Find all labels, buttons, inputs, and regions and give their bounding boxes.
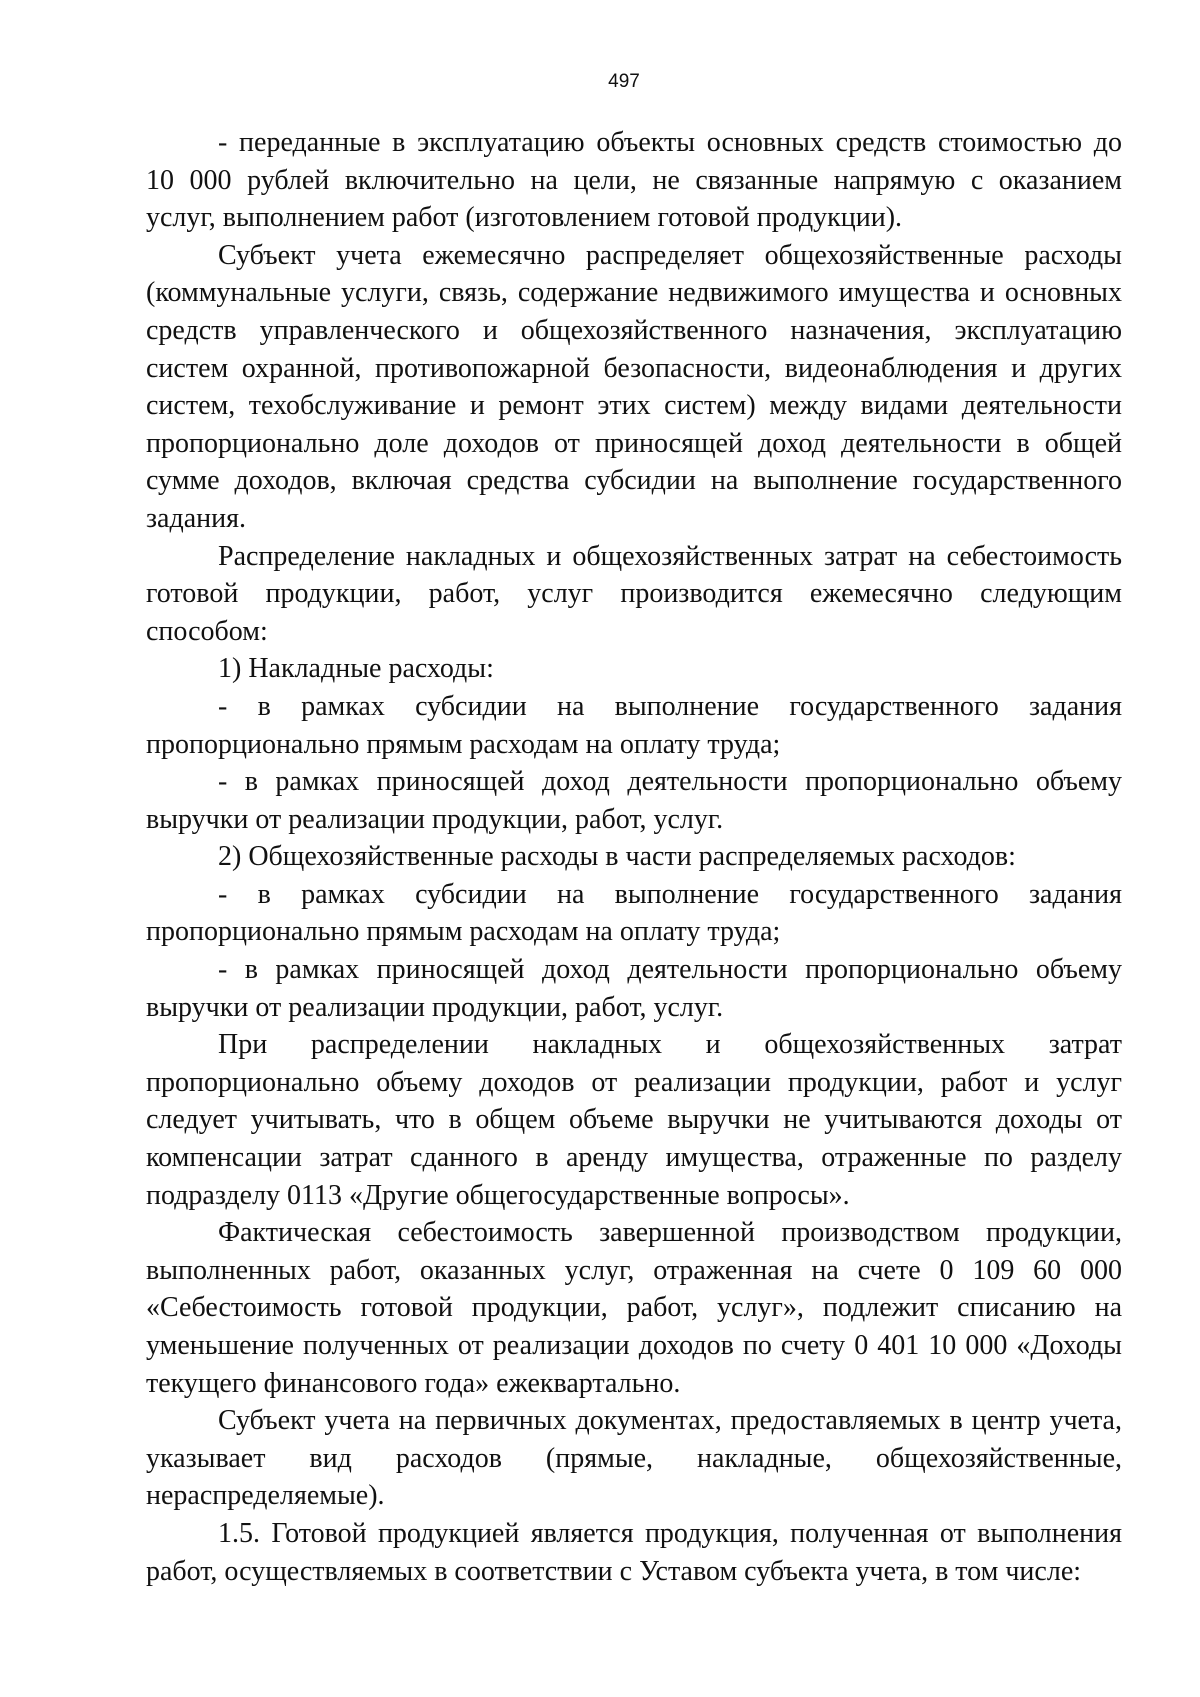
text-line: 10 000 рублей включительно на цели, не связанные напрямую с оказанием [146, 164, 1122, 196]
text-line: средств управленческого и общехозяйственного назначения, эксплуатацию [146, 314, 1122, 346]
text-line: Субъект учета на первичных документах, предоставляемых в центр учета, [218, 1405, 1122, 1437]
text-line: уменьшение полученных от реализации доходов по счету 0 401 10 000 «Доходы [146, 1330, 1122, 1361]
text-line: работ, осуществляемых в соответствии с Уставом субъекта учета, в том числе: [146, 1555, 1082, 1587]
page-number: 497 [608, 71, 640, 92]
list-item: - в рамках приносящей доход деятельности пропорционально объему [218, 766, 1122, 798]
text-line: пропорционально прямым расходам на оплату труда; [146, 916, 781, 948]
text-line: Фактическая себестоимость завершенной производством продукции, [218, 1217, 1122, 1249]
text-line: 1.5. Готовой продукцией является продукция, полученная от выполнения [218, 1517, 1122, 1549]
text-line: готовой продукции, работ, услуг производится ежемесячно следующим [146, 578, 1122, 610]
text-line: текущего финансового года» ежеквартально. [146, 1367, 681, 1399]
text-line: «Себестоимость готовой продукции, работ, услуг», подлежит списанию на [146, 1292, 1122, 1324]
text-line: (коммунальные услуги, связь, содержание недвижимого имущества и основных [146, 277, 1122, 309]
text-line: следует учитывать, что в общем объеме выручки не учитываются доходы от [146, 1104, 1122, 1136]
text-line: При распределении накладных и общехозяйственных затрат [218, 1029, 1122, 1061]
text-line: выручки от реализации продукции, работ, услуг. [146, 803, 724, 835]
text-line: услуг, выполнением работ (изготовлением готовой продукции). [146, 202, 903, 234]
document-body [146, 124, 1122, 1590]
list-item: - в рамках субсидии на выполнение государственного задания [218, 878, 1122, 910]
text-line: указывает вид расходов (прямые, накладные, общехозяйственные, [146, 1442, 1122, 1474]
text-line: Распределение накладных и общехозяйственных затрат на себестоимость [218, 540, 1122, 572]
text-line: пропорционально доле доходов от приносящей доход деятельности в общей [146, 427, 1122, 459]
list-item: - в рамках субсидии на выполнение государственного задания [218, 690, 1122, 722]
text-line: пропорционально прямым расходам на оплату труда; [146, 728, 781, 760]
text-line: задания. [146, 502, 247, 534]
text-line: систем, техобслуживание и ремонт этих систем) между видами деятельности [146, 390, 1122, 422]
list-heading: 2) Общехозяйственные расходы в части распределяемых расходов: [218, 841, 1016, 873]
list-heading: 1) Накладные расходы: [218, 653, 494, 685]
text-line: выполненных работ, оказанных услуг, отраженная на счете 0 109 60 000 [146, 1254, 1122, 1286]
list-item: - в рамках приносящей доход деятельности пропорционально объему [218, 954, 1122, 986]
text-line: пропорционально объему доходов от реализации продукции, работ и услуг [146, 1066, 1122, 1098]
text-line: сумме доходов, включая средства субсидии на выполнение государственного [146, 465, 1122, 497]
text-line: нераспределяемые). [146, 1480, 385, 1512]
text-line: выручки от реализации продукции, работ, услуг. [146, 991, 724, 1023]
text-line: систем охранной, противопожарной безопасности, видеонаблюдения и других [146, 352, 1122, 384]
text-line: способом: [146, 615, 268, 647]
text-line: компенсации затрат сданного в аренду имущества, отраженные по разделу [146, 1142, 1122, 1174]
text-line: Субъект учета ежемесячно распределяет общехозяйственные расходы [218, 239, 1122, 271]
text-line: - переданные в эксплуатацию объекты основных средств стоимостью до [218, 127, 1122, 158]
text-line: подразделу 0113 «Другие общегосударственные вопросы». [146, 1179, 850, 1211]
